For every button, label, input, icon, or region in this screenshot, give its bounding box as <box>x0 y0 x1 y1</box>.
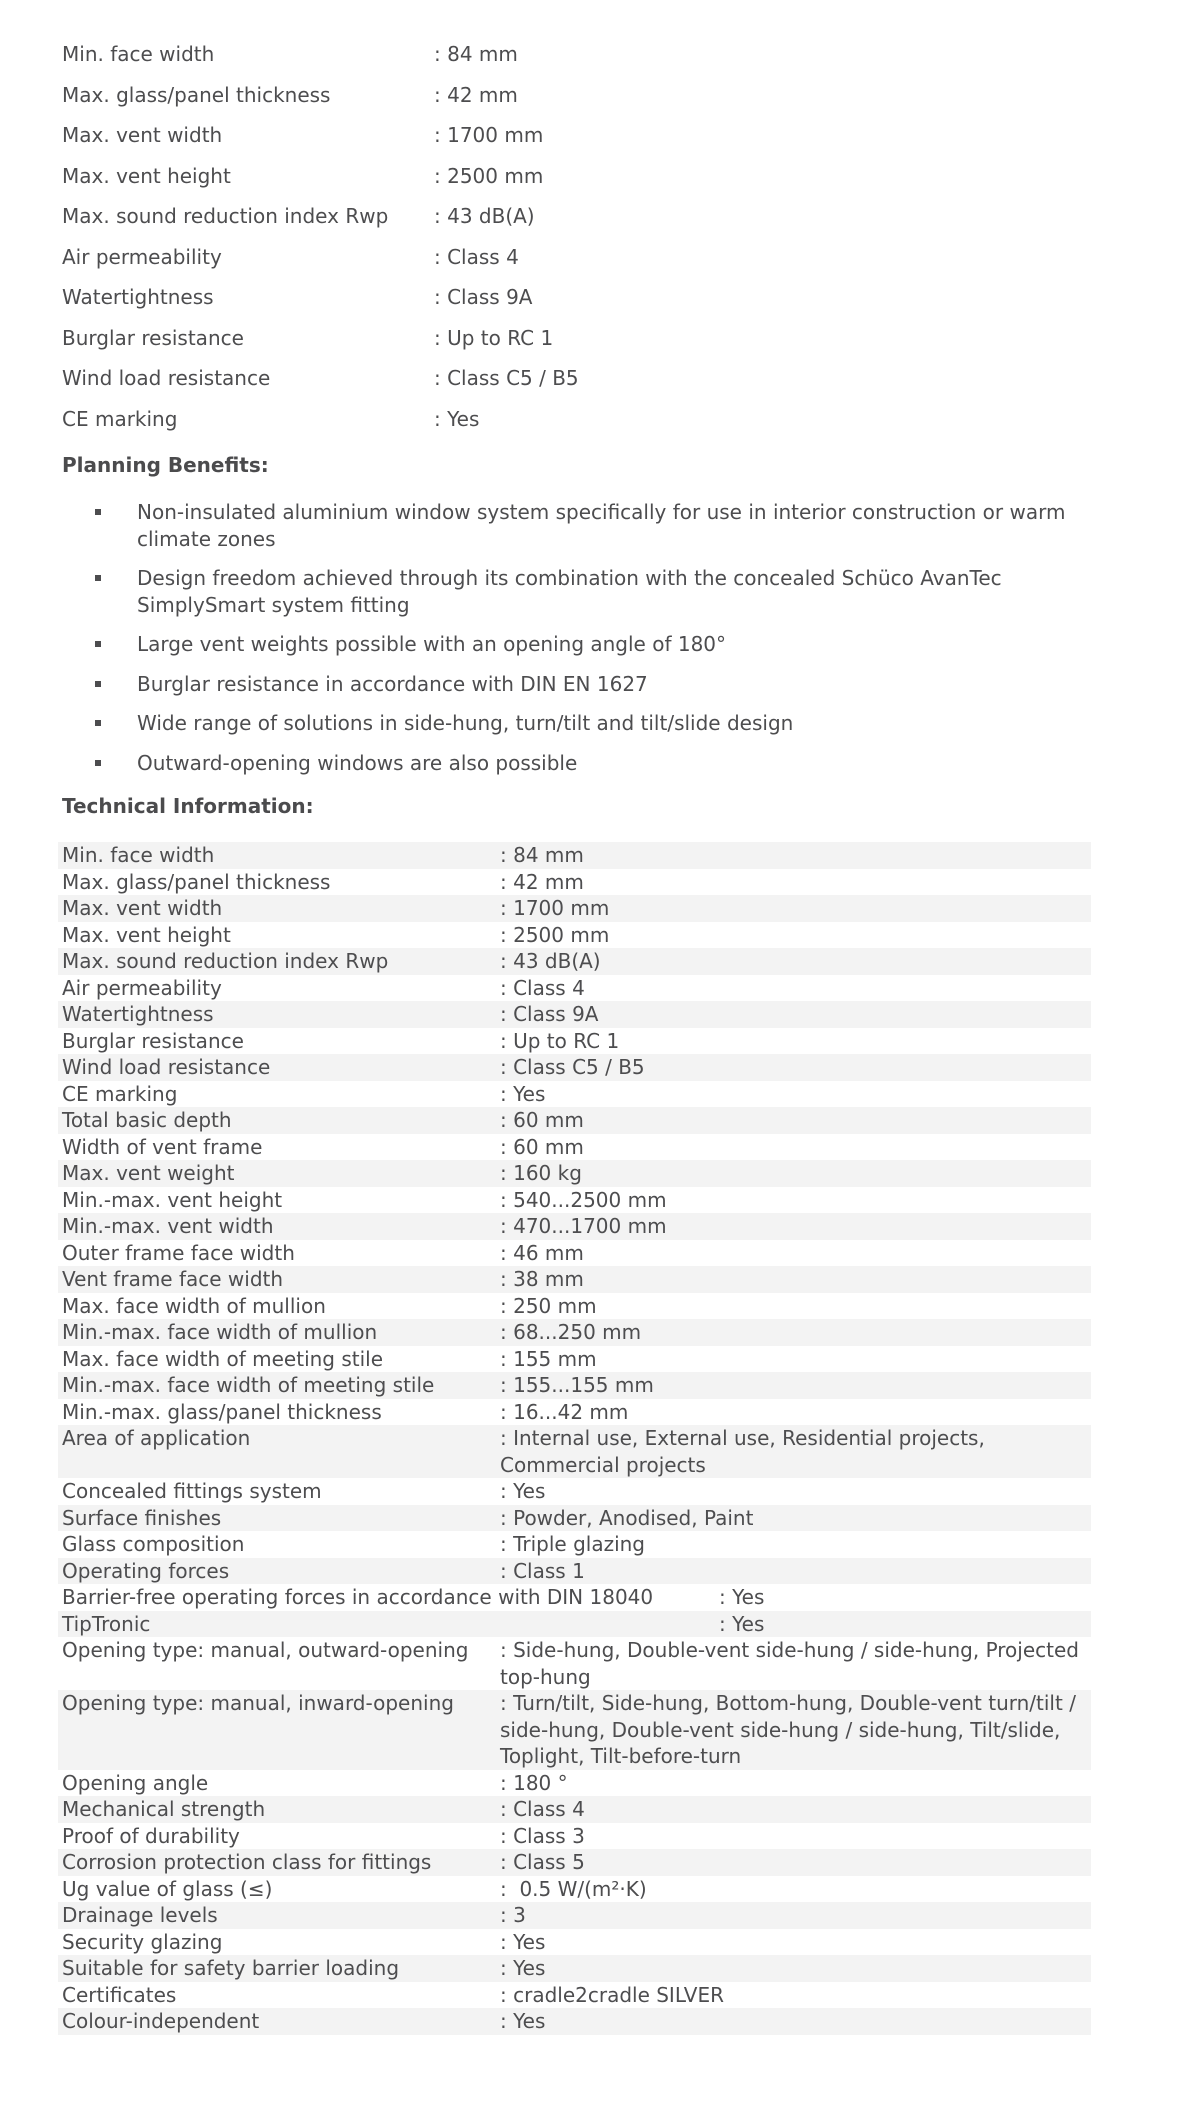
table-row-label: Concealed fittings system <box>62 1479 322 1503</box>
table-row-value: : Class 5 <box>500 1850 585 1874</box>
list-item <box>95 750 1200 777</box>
table-row <box>58 948 1091 975</box>
table-row <box>58 1399 1091 1426</box>
table-row <box>58 1319 1091 1346</box>
table-row-value: : 160 kg <box>500 1161 582 1185</box>
spec-value: : 84 mm <box>434 42 518 66</box>
spec-label: Min. face width <box>62 42 215 66</box>
spec-row <box>62 115 1200 156</box>
bullet-square-icon <box>95 760 101 766</box>
table-row-value: : Yes <box>500 2009 546 2033</box>
table-row-value: : Internal use, External use, Residential projects, Commercial projects <box>500 1426 992 1477</box>
list-item-text: Design freedom achieved through its combination with the concealed Schüco AvanTec SimplySmart system fitting <box>137 566 1002 617</box>
table-row-label: Barrier-free operating forces in accordance with DIN 18040 <box>62 1585 654 1609</box>
spec-row <box>62 237 1200 278</box>
table-row-value: : cradle2cradle SILVER <box>500 1982 724 2007</box>
table-row-value: : Yes <box>500 1929 546 1954</box>
table-row-label: Proof of durability <box>62 1823 240 1848</box>
table-row <box>58 1558 1091 1585</box>
table-row-label: Max. face width of mullion <box>62 1293 326 1318</box>
spec-value: : Up to RC 1 <box>434 325 554 350</box>
table-row <box>58 1346 1091 1373</box>
list-item-text: Burglar resistance in accordance with DIN EN 1627 <box>137 671 648 696</box>
spec-row <box>62 156 1200 197</box>
table-row-label: Watertightness <box>62 1002 214 1026</box>
list-item <box>95 631 1200 658</box>
table-row-label: Min.-max. face width of meeting stile <box>62 1373 435 1397</box>
table-row-label: Wind load resistance <box>62 1055 271 1079</box>
table-row-value: : 43 dB(A) <box>500 949 601 973</box>
spec-value: : 42 mm <box>434 82 518 107</box>
table-row-label: Burglar resistance <box>62 1028 244 1053</box>
table-row-value: : Class 4 <box>500 1797 585 1821</box>
table-row-label: TipTronic <box>62 1611 151 1636</box>
table-row-label: Width of vent frame <box>62 1134 263 1159</box>
spec-row <box>62 75 1200 116</box>
spec-value: : Class 9A <box>434 285 533 309</box>
list-item-text: Non-insulated aluminium window system specifically for use in interior construction or warm climate zones <box>137 500 1066 551</box>
list-item-text: Outward-opening windows are also possible <box>137 750 578 775</box>
table-row <box>58 1637 1091 1690</box>
table-row-value: : Class 1 <box>500 1558 585 1583</box>
table-row <box>58 1796 1091 1823</box>
table-row-label: Max. vent weight <box>62 1161 235 1185</box>
table-row-value: : Class 4 <box>500 975 585 1000</box>
table-row <box>58 1134 1091 1161</box>
table-row-label: Glass composition <box>62 1532 245 1556</box>
spec-label: Watertightness <box>62 285 214 309</box>
table-row-label: Max. vent height <box>62 922 231 947</box>
spec-value: : Class 4 <box>434 244 519 269</box>
table-row-label: Min.-max. glass/panel thickness <box>62 1399 382 1424</box>
table-row-value: : 42 mm <box>500 869 584 894</box>
table-row <box>58 869 1091 896</box>
table-row-value: : 470...1700 mm <box>500 1214 667 1238</box>
table-row-label: Max. glass/panel thickness <box>62 869 331 894</box>
spec-value: : 1700 mm <box>434 123 544 147</box>
table-row <box>58 1001 1091 1028</box>
table-row-label: Area of application <box>62 1426 251 1450</box>
table-row-label: Operating forces <box>62 1558 230 1583</box>
table-row <box>58 1213 1091 1240</box>
table-row <box>58 1425 1091 1478</box>
table-row-label: Mechanical strength <box>62 1797 266 1821</box>
table-row-label: Vent frame face width <box>62 1267 284 1291</box>
table-row-value: : 1700 mm <box>500 896 610 920</box>
table-row-value: : 68...250 mm <box>500 1320 642 1344</box>
list-item <box>95 671 1200 698</box>
table-row-value: : 0.5 W/(m²·K) <box>500 1876 647 1901</box>
spec-label: Max. sound reduction index Rwp <box>62 204 389 228</box>
spec-value: : Class C5 / B5 <box>434 366 579 390</box>
spec-label: Air permeability <box>62 244 222 269</box>
table-row-label: Colour-independent <box>62 2009 260 2033</box>
table-row <box>58 1902 1091 1929</box>
list-item <box>95 565 1200 618</box>
table-row <box>58 1770 1091 1797</box>
table-row-label: Drainage levels <box>62 1903 218 1927</box>
table-row-label: Corrosion protection class for fittings <box>62 1850 432 1874</box>
table-row-value: : Class C5 / B5 <box>500 1055 645 1079</box>
table-row <box>58 1584 1091 1611</box>
spec-row <box>62 277 1200 318</box>
table-row-value: : 16...42 mm <box>500 1399 629 1424</box>
table-row-value: : 180 ° <box>500 1770 568 1795</box>
table-row-value: : 38 mm <box>500 1267 584 1291</box>
table-row-value: : Triple glazing <box>500 1532 645 1556</box>
table-row <box>58 1849 1091 1876</box>
spec-value: : 43 dB(A) <box>434 204 535 228</box>
table-row-label: Min.-max. vent height <box>62 1187 283 1212</box>
table-row-value: : 250 mm <box>500 1293 597 1318</box>
table-row-label: Surface finishes <box>62 1505 222 1530</box>
table-row-label: Opening type: manual, outward-opening <box>62 1638 469 1662</box>
bullet-square-icon <box>95 575 101 581</box>
table-row <box>58 1081 1091 1108</box>
table-row-label: Min.-max. vent width <box>62 1214 274 1238</box>
bullet-square-icon <box>95 720 101 726</box>
table-row-value: : 3 <box>500 1903 526 1927</box>
planning-benefits-heading: Planning Benefits: <box>62 453 269 477</box>
list-item-text: Wide range of solutions in side-hung, turn/tilt and tilt/slide design <box>137 711 794 735</box>
table-row <box>58 1160 1091 1187</box>
table-row <box>58 1531 1091 1558</box>
planning-benefits-list <box>95 499 1200 776</box>
table-row-value: : Class 9A <box>500 1002 599 1026</box>
table-row-label: Security glazing <box>62 1929 223 1954</box>
table-row <box>58 1955 1091 1982</box>
table-row <box>58 842 1091 869</box>
table-row-label: Air permeability <box>62 975 222 1000</box>
table-row-value: : 155...155 mm <box>500 1373 654 1397</box>
bullet-square-icon <box>95 509 101 515</box>
table-row-label: Min. face width <box>62 843 215 867</box>
table-row-label: Opening type: manual, inward-opening <box>62 1691 454 1715</box>
table-row-value: : 540...2500 mm <box>500 1187 667 1212</box>
spec-value: : 2500 mm <box>434 163 544 188</box>
spec-value: : Yes <box>434 406 480 431</box>
summary-spec-list <box>62 34 1200 439</box>
table-row-value: : Turn/tilt, Side-hung, Bottom-hung, Double-vent turn/tilt / side-hung, Double-vent side-hung / side-hung, Tilt/slide, Toplight, Tilt-before-turn <box>500 1691 1083 1768</box>
table-row <box>58 1187 1091 1214</box>
table-row-label: Max. sound reduction index Rwp <box>62 949 389 973</box>
table-row <box>58 895 1091 922</box>
list-item <box>95 710 1200 737</box>
spec-row <box>62 358 1200 399</box>
spec-label: Wind load resistance <box>62 366 271 390</box>
table-row-value: : Up to RC 1 <box>500 1028 620 1053</box>
spec-row <box>62 399 1200 440</box>
table-row <box>58 1823 1091 1850</box>
table-row <box>58 1982 1091 2009</box>
table-row-value: : Yes <box>500 1479 546 1503</box>
table-row-value: : Yes <box>500 1956 546 1980</box>
table-row <box>58 922 1091 949</box>
table-row-label: Suitable for safety barrier loading <box>62 1956 400 1980</box>
technical-information-table <box>58 842 1091 2035</box>
table-row-value: : Powder, Anodised, Paint <box>500 1505 754 1530</box>
spec-label: CE marking <box>62 406 178 431</box>
list-item <box>95 499 1200 552</box>
table-row-value: : Class 3 <box>500 1823 585 1848</box>
spec-label: Burglar resistance <box>62 325 244 350</box>
table-row-value: : Yes <box>719 1611 765 1636</box>
table-row-value: : 60 mm <box>500 1108 584 1132</box>
spec-label: Max. vent height <box>62 163 231 188</box>
table-row-label: CE marking <box>62 1081 178 1106</box>
table-row-label: Min.-max. face width of mullion <box>62 1320 378 1344</box>
table-row-value: : 2500 mm <box>500 922 610 947</box>
table-row-value: : Side-hung, Double-vent side-hung / side-hung, Projected top-hung <box>500 1638 1086 1689</box>
table-row <box>58 1690 1091 1770</box>
spec-row <box>62 318 1200 359</box>
spec-label: Max. glass/panel thickness <box>62 82 331 107</box>
table-row <box>58 1478 1091 1505</box>
table-row <box>58 1611 1091 1638</box>
table-row-label: Opening angle <box>62 1770 209 1795</box>
table-row <box>58 1293 1091 1320</box>
table-row <box>58 975 1091 1002</box>
table-row-value: : 84 mm <box>500 843 584 867</box>
bullet-square-icon <box>95 681 101 687</box>
table-row-value: : 46 mm <box>500 1240 584 1265</box>
table-row-value: : Yes <box>500 1081 546 1106</box>
table-row-value: : Yes <box>719 1585 765 1609</box>
table-row-label: Max. face width of meeting stile <box>62 1346 384 1371</box>
table-row <box>58 1266 1091 1293</box>
spec-row <box>62 34 1200 75</box>
spec-label: Max. vent width <box>62 123 223 147</box>
table-row-label: Max. vent width <box>62 896 223 920</box>
table-row-label: Certificates <box>62 1982 177 2007</box>
table-row-value: : 155 mm <box>500 1346 597 1371</box>
table-row <box>58 1107 1091 1134</box>
table-row <box>58 1929 1091 1956</box>
table-row <box>58 1372 1091 1399</box>
table-row <box>58 1876 1091 1903</box>
table-row-label: Total basic depth <box>62 1108 232 1132</box>
spec-row <box>62 196 1200 237</box>
table-row <box>58 1240 1091 1267</box>
table-row-value: : 60 mm <box>500 1134 584 1159</box>
table-row <box>58 1505 1091 1532</box>
table-row <box>58 2008 1091 2035</box>
bullet-square-icon <box>95 641 101 647</box>
table-row <box>58 1054 1091 1081</box>
technical-information-heading: Technical Information: <box>62 794 314 818</box>
table-row-label: Outer frame face width <box>62 1240 295 1265</box>
list-item-text: Large vent weights possible with an opening angle of 180° <box>137 632 727 656</box>
table-row <box>58 1028 1091 1055</box>
table-row-label: Ug value of glass (≤) <box>62 1876 273 1901</box>
